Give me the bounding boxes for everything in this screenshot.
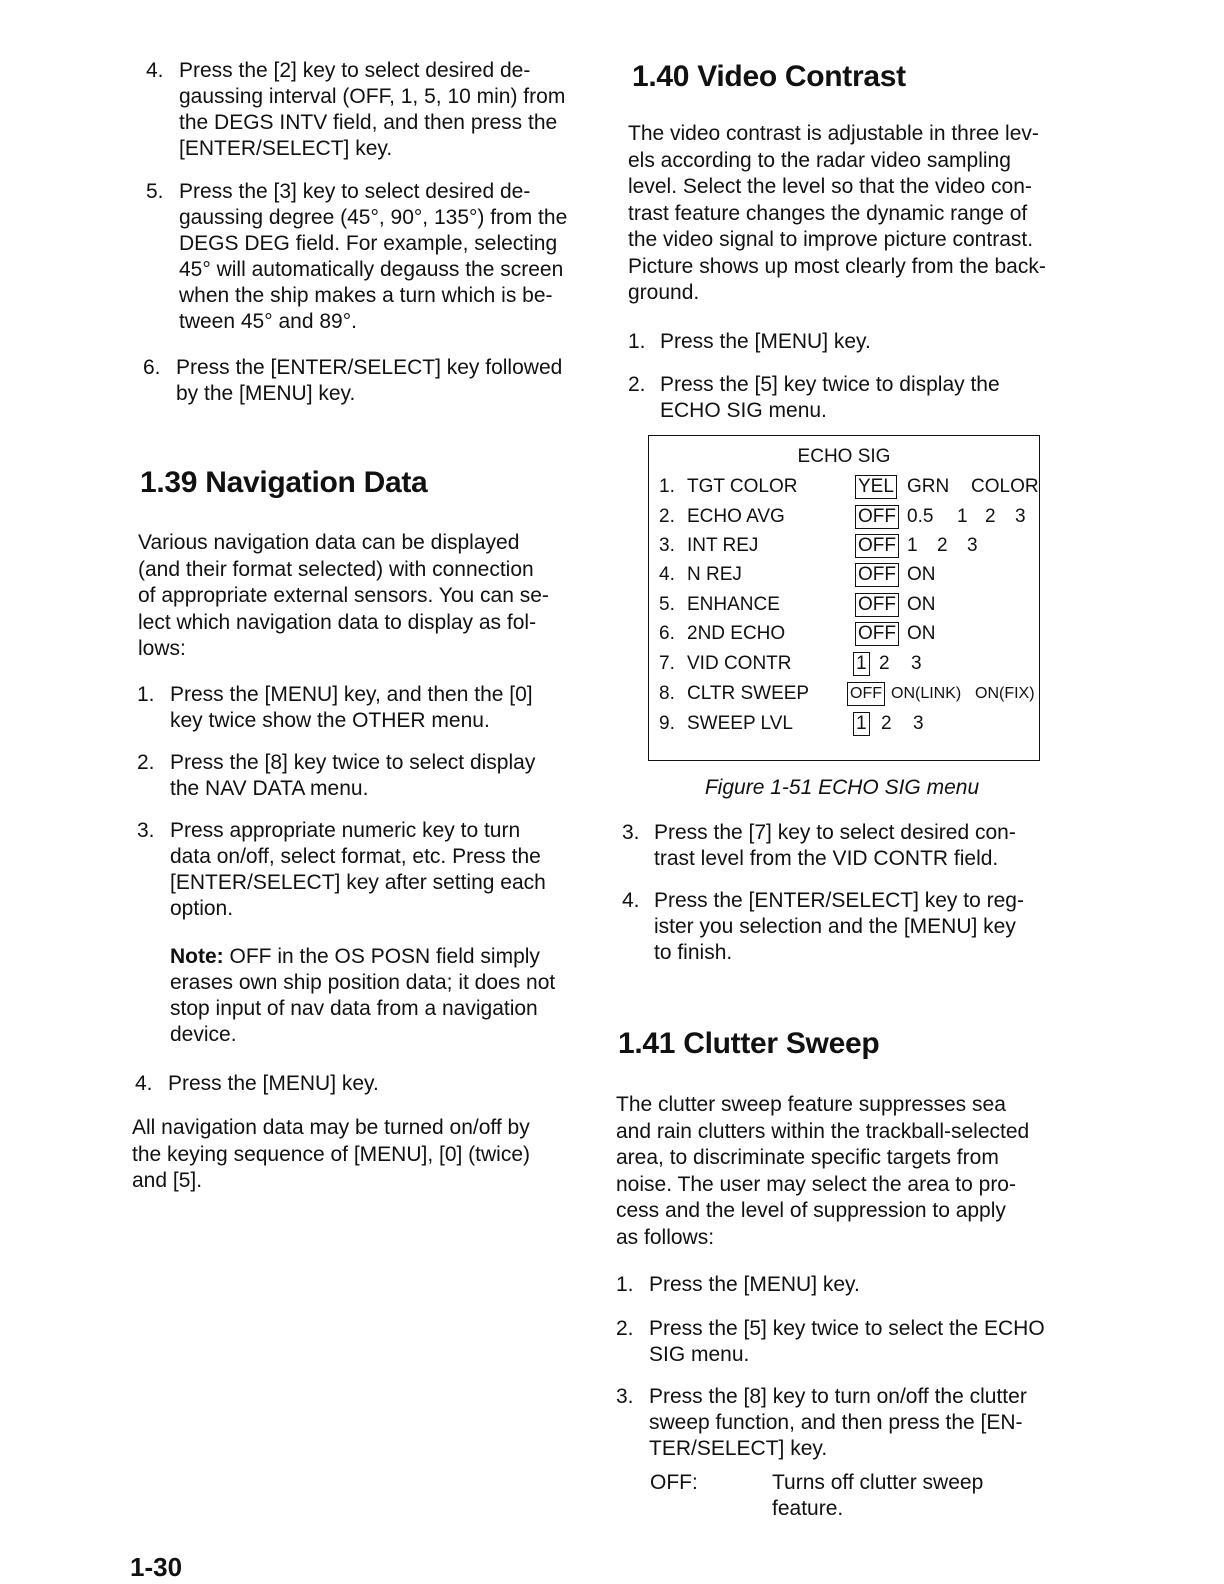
paragraph-line: lows: <box>138 637 186 660</box>
step-line: TER/SELECT] key. <box>649 1437 828 1460</box>
step-number: 1. <box>137 683 155 706</box>
step-line: [ENTER/SELECT] key. <box>179 137 393 160</box>
menu-row-number: 6. <box>659 623 675 644</box>
step-line: ister you selection and the [MENU] key <box>654 915 1016 938</box>
step-line: Press the [5] key twice to display the <box>660 373 1000 396</box>
list-item <box>616 1384 1066 1462</box>
paragraph-line: Various navigation data can be displayed <box>138 531 520 554</box>
step-line: by the [MENU] key. <box>176 382 356 405</box>
step-line: 45° will automatically degauss the screen <box>179 258 564 281</box>
menu-option: ON <box>907 594 936 615</box>
paragraph <box>616 1092 1068 1251</box>
step-line: Press the [MENU] key, and then the [0] <box>170 683 533 706</box>
paragraph-line: trast feature changes the dynamic range of <box>628 201 1028 225</box>
step-line: option. <box>170 897 234 920</box>
menu-option: 3 <box>967 535 978 556</box>
menu-title: ECHO SIG <box>797 446 891 467</box>
paragraph-line: Picture shows up most clearly from the back- <box>628 254 1046 278</box>
note-line: device. <box>170 1023 237 1046</box>
menu-option: 2 <box>881 713 892 734</box>
menu-row-number: 4. <box>659 564 675 585</box>
step-line: ECHO SIG menu. <box>660 399 827 422</box>
step-line: Press appropriate numeric key to turn <box>170 819 521 842</box>
step-line: Press the [5] key twice to select the ECHO <box>649 1317 1045 1340</box>
paragraph-line: as follows: <box>616 1225 715 1249</box>
paragraph-line: of appropriate external sensors. You can se- <box>138 584 549 607</box>
step-line: trast level from the VID CONTR field. <box>654 847 999 870</box>
step-line: when the ship makes a turn which is be- <box>179 284 553 307</box>
step-line: the NAV DATA menu. <box>170 777 369 800</box>
section-heading: 1.41 Clutter Sweep <box>618 1027 880 1060</box>
note <box>170 944 590 1048</box>
menu-row-number: 3. <box>659 535 675 556</box>
menu-row-number: 7. <box>659 653 675 674</box>
list-item <box>628 329 1078 355</box>
selected-option: 1 <box>853 652 870 676</box>
note-line: OFF in the OS POSN field simply <box>223 945 540 968</box>
section-heading: 1.40 Video Contrast <box>632 60 906 93</box>
step-number: 6. <box>143 356 161 379</box>
list-item <box>622 888 1072 966</box>
step-number: 1. <box>628 330 646 353</box>
menu-option: 3 <box>913 713 924 734</box>
menu-row-label: VID CONTR <box>687 653 792 674</box>
selected-option: OFF <box>855 563 899 587</box>
selected-option: OFF <box>847 682 885 706</box>
list-item <box>628 372 1078 424</box>
list-item <box>616 1316 1066 1368</box>
step-number: 2. <box>628 373 646 396</box>
menu-row-number: 1. <box>659 476 675 497</box>
paragraph-line: lect which navigation data to display as fol- <box>138 610 537 634</box>
menu-option: 2 <box>937 535 948 556</box>
paragraph-line: The clutter sweep feature suppresses sea <box>616 1093 1006 1116</box>
paragraph-line: els according to the radar video sampling <box>628 148 1011 172</box>
step-line: sweep function, and then press the [EN- <box>649 1411 1023 1434</box>
selected-option: OFF <box>855 593 899 617</box>
definition-text <box>772 1470 1072 1522</box>
step-number: 1. <box>616 1273 634 1296</box>
list-item <box>622 820 1072 872</box>
step-number: 2. <box>137 751 155 774</box>
list-item <box>137 818 587 922</box>
menu-option: 0.5 <box>907 506 934 527</box>
selected-option: OFF <box>855 505 899 529</box>
step-line: Press the [MENU] key. <box>660 330 871 353</box>
step-line: Press the [2] key to select desired de- <box>179 59 531 82</box>
paragraph-line: noise. The user may select the area to pro- <box>616 1172 1016 1196</box>
paragraph-line: and rain clutters within the trackball-selected <box>616 1119 1030 1143</box>
menu-row-number: 9. <box>659 713 675 734</box>
selected-option: YEL <box>855 475 897 499</box>
step-line: gaussing degree (45°, 90°, 135°) from the <box>179 206 568 229</box>
step-number: 5. <box>146 180 164 203</box>
step-line: key twice show the OTHER menu. <box>170 709 490 732</box>
paragraph-line: All navigation data may be turned on/off by <box>132 1116 530 1139</box>
menu-row-label: CLTR SWEEP <box>687 683 810 704</box>
step-line: Press the [8] key twice to select display <box>170 751 536 774</box>
paragraph-line: The video contrast is adjustable in three lev- <box>628 122 1039 145</box>
menu-row-label: INT REJ <box>687 535 759 556</box>
menu-row-number: 5. <box>659 594 675 615</box>
definition-line: Turns off clutter sweep <box>772 1471 984 1494</box>
step-line: DEGS DEG field. For example, selecting <box>179 232 558 255</box>
paragraph-line: and [5]. <box>132 1169 203 1192</box>
selected-option: OFF <box>855 622 899 646</box>
step-line: Press the [ENTER/SELECT] key to reg- <box>654 889 1024 912</box>
paragraph-line: ground. <box>628 281 700 304</box>
definition-term: OFF: <box>650 1471 698 1494</box>
menu-option: COLOR <box>971 476 1039 497</box>
step-line: Press the [3] key to select desired de- <box>179 180 531 203</box>
step-line: gaussing interval (OFF, 1, 5, 10 min) from <box>179 85 566 108</box>
menu-option: 3 <box>911 653 922 674</box>
definition-line: feature. <box>772 1497 844 1520</box>
menu-option: ON <box>907 564 936 585</box>
menu-row-label: SWEEP LVL <box>687 713 793 734</box>
step-line: to finish. <box>654 941 733 964</box>
menu-option: ON <box>907 623 936 644</box>
menu-option: GRN <box>907 476 950 497</box>
paragraph <box>138 530 588 663</box>
step-line: [ENTER/SELECT] key after setting each <box>170 871 546 894</box>
menu-option: 2 <box>879 653 890 674</box>
menu-option: ON(FIX) <box>975 685 1035 702</box>
step-line: SIG menu. <box>649 1343 750 1366</box>
step-line: tween 45° and 89°. <box>179 310 357 333</box>
menu-option: 2 <box>985 506 996 527</box>
step-line: Press the [ENTER/SELECT] key followed <box>176 356 563 379</box>
note-label: Note: <box>170 945 224 968</box>
note-line: stop input of nav data from a navigation <box>170 997 538 1020</box>
menu-row-label: 2ND ECHO <box>687 623 786 644</box>
figure-caption: Figure 1-51 ECHO SIG menu <box>704 776 980 799</box>
paragraph-line: area, to discriminate specific targets from <box>616 1146 999 1169</box>
list-item <box>137 750 587 802</box>
menu-option: 3 <box>1015 506 1026 527</box>
list-item <box>143 355 593 407</box>
paragraph-line: (and their format selected) with connection <box>138 557 534 581</box>
menu-row-label: ECHO AVG <box>687 506 785 527</box>
list-item <box>146 179 596 335</box>
menu-row-label: ENHANCE <box>687 594 780 615</box>
menu-option: ON(LINK) <box>891 685 962 702</box>
step-number: 4. <box>135 1072 153 1095</box>
step-number: 2. <box>616 1317 634 1340</box>
step-number: 3. <box>622 821 640 844</box>
step-line: the DEGS INTV field, and then press the <box>179 111 558 134</box>
menu-option: 1 <box>907 535 918 556</box>
step-number: 3. <box>137 819 155 842</box>
menu-row-number: 2. <box>659 506 675 527</box>
paragraph-line: cess and the level of suppression to apply <box>616 1199 1006 1222</box>
echo-sig-menu <box>648 435 1040 761</box>
paragraph-line: the keying sequence of [MENU], [0] (twice) <box>132 1142 531 1166</box>
step-line: Press the [MENU] key. <box>168 1072 379 1095</box>
step-number: 4. <box>622 889 640 912</box>
step-line: data on/off, select format, etc. Press the <box>170 845 541 868</box>
paragraph-line: level. Select the level so that the video con- <box>628 175 1032 198</box>
page-number: 1-30 <box>130 1552 183 1582</box>
note-line: erases own ship position data; it does not <box>170 971 556 994</box>
selected-option: 1 <box>853 712 870 736</box>
step-number: 4. <box>146 59 164 82</box>
selected-option: OFF <box>855 534 899 558</box>
menu-option: 1 <box>957 506 968 527</box>
menu-row-label: N REJ <box>687 564 742 585</box>
list-item <box>135 1071 585 1097</box>
menu-row-number: 8. <box>659 683 675 704</box>
paragraph <box>628 121 1072 307</box>
list-item <box>616 1272 1066 1298</box>
list-item <box>137 682 587 734</box>
step-line: Press the [MENU] key. <box>649 1273 860 1296</box>
step-line: Press the [7] key to select desired con- <box>654 821 1016 844</box>
step-line: Press the [8] key to turn on/off the clutter <box>649 1385 1027 1408</box>
menu-row-label: TGT COLOR <box>687 476 798 497</box>
paragraph <box>132 1115 584 1195</box>
list-item <box>146 58 596 162</box>
section-heading: 1.39 Navigation Data <box>140 466 428 499</box>
paragraph-line: the video signal to improve picture contrast. <box>628 228 1034 251</box>
step-number: 3. <box>616 1385 634 1408</box>
